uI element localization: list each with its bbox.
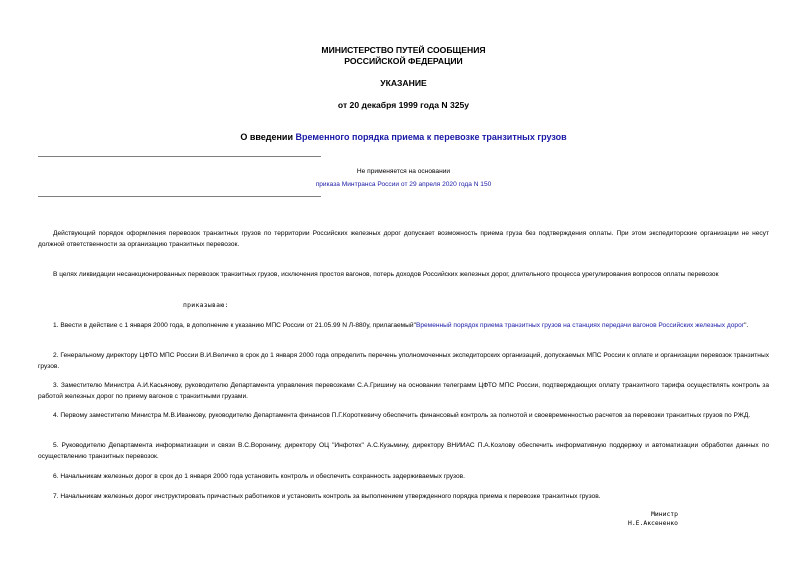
signature-role: Министр xyxy=(651,510,678,518)
ministry-heading: МИНИСТЕРСТВО ПУТЕЙ СООБЩЕНИЯ xyxy=(321,45,486,55)
item-5: 5. Руководителю Департамента информатизации и связи В.С.Воронину, директору ОЦ "Инфотех" А.С.Кузьмину, директору ВНИИАС П.А.Козлову обеспечить информативную поддержку и автоматизации обработки данных по осуществлению транзитных перевозок. xyxy=(38,442,769,460)
signature-name: Н.Е.Аксененко xyxy=(627,519,678,527)
order-word: приказываю: xyxy=(183,301,229,309)
item-3: 3. Заместителю Министра А.И.Касьянову, руководителю Департамента управления перевозками С.А.Гришину на основании телеграмм ЦФТО МПС России, подтверждающих оплату транзитного тарифа осуществлять контроль за работой железных дорог по приему вагонов с транзитными грузами. xyxy=(38,382,769,400)
item-1-text: 1. Ввести в действие с 1 января 2000 года, в дополнение к указанию МПС России от 21.05.99 N Л-880у, прилагаемый" xyxy=(53,322,416,329)
status-note-link[interactable]: приказа Минтранса России от 29 апреля 2020 года N 150 xyxy=(315,181,492,188)
preamble-paragraph-2: В целях ликвидации несанкционированных перевозок транзитных грузов, исключения простоя вагонов, потерь доходов Российских железных дорог, длительного процесса урегулирования вопросов оплаты перевозок xyxy=(53,271,719,278)
federation-heading: РОССИЙСКОЙ ФЕДЕРАЦИИ xyxy=(344,56,463,66)
status-note-line: Не применяется на основании xyxy=(356,168,451,175)
title-link[interactable]: Временного порядка приема к перевозке транзитных грузов xyxy=(295,132,567,142)
top-divider xyxy=(38,156,321,157)
item-2: 2. Генеральному директору ЦФТО МПС России В.И.Величко в срок до 1 января 2000 года определить перечень уполномоченных экспедиторских организаций, допускаемых МПС России к оплате и организации перевозок транзитных грузов. xyxy=(38,352,769,370)
preamble-paragraph-1: Действующий порядок оформления перевозок транзитных грузов по территории Российских железных дорог допускает возможность приема груза без подтверждения оплаты. При этом экспедиторские организации не несут должной ответственности за организацию транзитных перевозок. xyxy=(38,230,769,248)
bottom-divider xyxy=(38,196,321,197)
item-1 xyxy=(38,320,769,331)
item-1-tail: ". xyxy=(744,322,749,329)
item-1-link[interactable]: Временный порядок приема транзитных грузов на станциях передачи вагонов Российских железных дорог xyxy=(415,322,745,329)
document-title xyxy=(0,131,807,143)
item-7: 7. Начальникам железных дорог инструктировать причастных работников и установить контроль за выполнением утвержденного порядка приема к перевозке транзитных грузов. xyxy=(53,493,601,500)
document-date-number: от 20 декабря 1999 года N 325у xyxy=(337,100,470,110)
item-6: 6. Начальникам железных дорог в срок до 1 января 2000 года установить контроль и обеспечить сохранность задерживаемых грузов. xyxy=(53,473,465,480)
item-4: 4. Первому заместителю Министра М.В.Иванкову, руководителю Департамента финансов П.Г.Короткевичу обеспечить финансовый контроль за полнотой и своевременностью расчетов за перевозки транзитных грузов по РЖД. xyxy=(53,412,751,419)
document-type: УКАЗАНИЕ xyxy=(380,78,427,88)
title-prefix: О введении xyxy=(240,132,296,142)
